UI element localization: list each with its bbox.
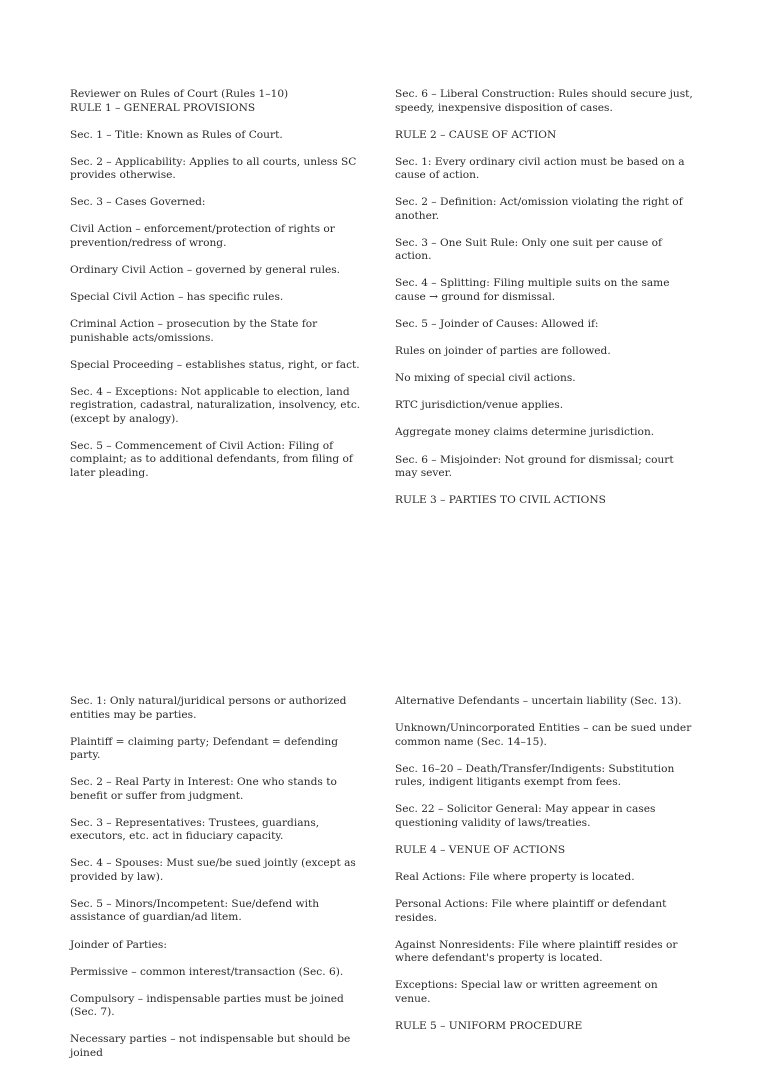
paragraph: Real Actions: File where property is located. — [395, 870, 635, 883]
paragraph: Sec. 5 – Minors/Incompetent: Sue/defend with assistance of guardian/ad litem. — [70, 897, 320, 924]
paragraph: Ordinary Civil Action – governed by general rules. — [70, 263, 341, 276]
paragraph: Sec. 1 – Title: Known as Rules of Court. — [70, 128, 283, 141]
paragraph: Sec. 22 – Solicitor General: May appear in cases questioning validity of laws/treaties. — [395, 803, 656, 829]
paragraph: Sec. 2 – Real Party in Interest: One who stands to benefit or suffer from judgment. — [70, 776, 337, 802]
document-title: Reviewer on Rules of Court (Rules 1–10) — [70, 88, 289, 100]
paragraph: Sec. 2 – Applicability: Applies to all courts, unless SC provides otherwise. — [70, 155, 357, 182]
paragraph: Sec. 3 – Cases Governed: — [70, 196, 206, 209]
rule-3-heading: RULE 3 – PARTIES TO CIVIL ACTIONS — [395, 494, 606, 507]
paragraph: Sec. 16–20 – Death/Transfer/Indigents: Substitution rules, indigent litigants exempt from fees. — [395, 762, 675, 789]
paragraph: Aggregate money claims determine jurisdiction. — [395, 426, 655, 439]
paragraph: Sec. 4 – Splitting: Filing multiple suits on the same cause → ground for dismissal. — [395, 277, 670, 303]
top-left-column — [70, 88, 370, 494]
paragraph: Unknown/Unincorporated Entities – can be sued under common name (Sec. 14–15). — [395, 722, 692, 748]
paragraph: Criminal Action – prosecution by the State for punishable acts/omissions. — [70, 318, 318, 344]
bottom-right-column — [395, 695, 695, 1047]
paragraph: Sec. 5 – Commencement of Civil Action: Filing of complaint; as to additional defendants, from filing of later pleading. — [70, 439, 353, 479]
rule-2-heading: RULE 2 – CAUSE OF ACTION — [395, 128, 557, 141]
page-bottom-half — [0, 695, 768, 1059]
paragraph: No mixing of special civil actions. — [395, 372, 576, 385]
paragraph: Sec. 3 – One Suit Rule: Only one suit per cause of action. — [395, 236, 662, 263]
paragraph: Joinder of Parties: — [70, 938, 167, 951]
paragraph: Sec. 2 – Definition: Act/omission violating the right of another. — [395, 196, 683, 222]
paragraph: Necessary parties – not indispensable but should be joined — [70, 1033, 351, 1059]
paragraph: Sec. 6 – Liberal Construction: Rules should secure just, speedy, inexpensive disposition of cases. — [395, 88, 693, 114]
paragraph: Rules on joinder of parties are followed. — [395, 345, 611, 358]
paragraph: RTC jurisdiction/venue applies. — [395, 399, 564, 412]
paragraph: Against Nonresidents: File where plaintiff resides or where defendant's property is located. — [395, 938, 678, 965]
paragraph: Compulsory – indispensable parties must be joined (Sec. 7). — [70, 992, 344, 1019]
paragraph: Civil Action – enforcement/protection of rights or prevention/redress of wrong. — [70, 223, 335, 249]
paragraph: Sec. 6 – Misjoinder: Not ground for dismissal; court may sever. — [395, 453, 674, 480]
page-top-half — [0, 88, 768, 508]
paragraph: Exceptions: Special law or written agreement on venue. — [395, 979, 658, 1005]
top-right-column — [395, 88, 695, 521]
paragraph: Special Civil Action – has specific rules. — [70, 291, 284, 304]
rule-1-heading: RULE 1 – GENERAL PROVISIONS — [70, 101, 256, 114]
bottom-left-column — [70, 695, 370, 1074]
paragraph: Sec. 4 – Spouses: Must sue/be sued jointly (except as provided by law). — [70, 857, 356, 883]
rule-4-heading: RULE 4 – VENUE OF ACTIONS — [395, 843, 566, 856]
paragraph: Sec. 4 – Exceptions: Not applicable to election, land registration, cadastral, naturalization, insolvency, etc. (except by analogy). — [70, 385, 361, 425]
paragraph: Special Proceeding – establishes status, right, or fact. — [70, 358, 360, 371]
paragraph: Sec. 3 – Representatives: Trustees, guardians, executors, etc. act in fiduciary capacity. — [70, 816, 320, 843]
paragraph: Alternative Defendants – uncertain liability (Sec. 13). — [395, 695, 682, 707]
paragraph: Sec. 1: Only natural/juridical persons or authorized entities may be parties. — [70, 695, 347, 721]
paragraph: Sec. 5 – Joinder of Causes: Allowed if: — [395, 318, 599, 331]
rule-5-heading: RULE 5 – UNIFORM PROCEDURE — [395, 1019, 583, 1032]
paragraph: Plaintiff = claiming party; Defendant = defending party. — [70, 735, 338, 762]
paragraph: Sec. 1: Every ordinary civil action must be based on a cause of action. — [395, 155, 685, 182]
paragraph: Permissive – common interest/transaction (Sec. 6). — [70, 965, 344, 978]
paragraph: Personal Actions: File where plaintiff or defendant resides. — [395, 898, 667, 924]
